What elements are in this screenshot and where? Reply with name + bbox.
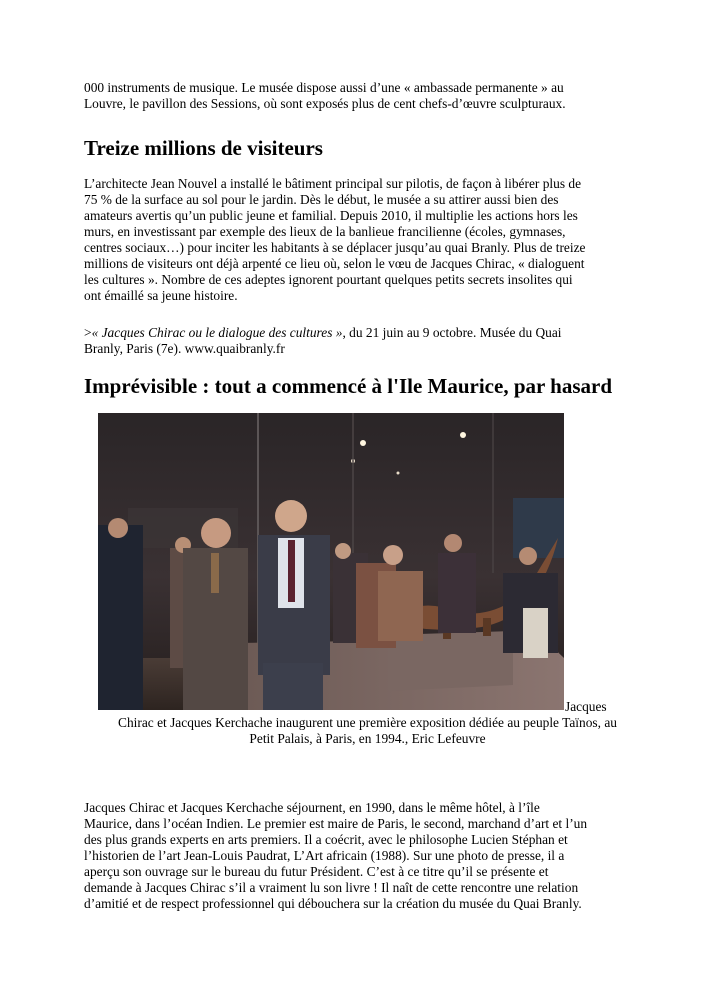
text-line: Maurice, dans l’océan Indien. Le premier est maire de Paris, le second, marchand d’art et l’un [84,816,588,831]
text-line: l’historien de l’art Jean-Louis Paudrat, L’Art africain (1988). Sur une photo de presse, il a [84,848,565,863]
text-line: amateurs avertis qu’un public jeune et familial. Depuis 2010, il multiplie les actions hors les [84,208,578,223]
exhibition-line [84,325,629,341]
caption-line: Chirac et Jacques Kerchache inaugurent une première exposition dédiée au peuple Taïnos, au [118,715,617,730]
text-line: ont émaillé sa jeune histoire. [84,288,238,303]
section-heading-visitors: Treize millions de visiteurs [84,136,323,160]
exhibition-info [84,325,629,357]
text-line: demande à Jacques Chirac s’il a vraiment lu son livre ! Il naît de cette rencontre une relation [84,880,579,895]
architecture-paragraph [84,176,629,304]
caption-lead: Jacques [565,699,607,714]
exhibition-prefix: > [84,325,92,340]
caption-line: Petit Palais, à Paris, en 1994., Eric Lefeuvre [249,731,486,746]
exhibition-details: , du 21 juin au 9 octobre. Musée du Quai [342,325,562,340]
story-paragraph [84,800,629,912]
exhibition-location: Branly, Paris (7e). www.quaibranly.fr [84,341,285,356]
text-line: millions de visiteurs ont déjà arpenté ce lieu où, selon le vœu de Jacques Chirac, « dialoguent [84,256,585,271]
exhibition-title: « Jacques Chirac ou le dialogue des cultures » [91,325,343,340]
text-line: 000 instruments de musique. Le musée dispose aussi d’une « ambassade permanente » au [84,80,564,95]
text-line: aperçu son ouvrage sur le bureau du futur Président. C’est à ce titre qu’il se présente et [84,864,549,879]
section-heading-mauritius: Imprévisible : tout a commencé à l'Ile Maurice, par hasard [84,374,613,398]
text-line: L’architecte Jean Nouvel a installé le bâtiment principal sur pilotis, de façon à libérer plus de [84,176,582,191]
text-line: d’amitié et de respect professionnel qui débouchera sur la création du musée du Quai Branly. [84,896,582,911]
photo-caption [84,715,651,747]
text-line: des plus grands experts en arts premiers. Il a coécrit, avec le philosophe Lucien Stéphan et [84,832,568,847]
exhibition-photo [98,413,564,710]
text-line: Jacques Chirac et Jacques Kerchache séjournent, en 1990, dans le même hôtel, à l’île [84,800,540,815]
text-line: centres sociaux…) pour inciter les habitants à se déplacer jusqu’au quai Branly. Plus de treize [84,240,586,255]
text-line: Louvre, le pavillon des Sessions, où sont exposés plus de cent chefs-d’œuvre sculpturaux. [84,96,566,111]
text-line: murs, en investissant par exemple des lieux de la banlieue francilienne (écoles, gymnases, [84,224,566,239]
intro-paragraph [84,80,629,112]
text-line: 75 % de la surface au sol pour le jardin. Dès le début, le musée a su attirer aussi bien des [84,192,559,207]
text-line: les cultures ». Nombre de ces adeptes ignorent pourtant quelques petits secrets insolites qui [84,272,573,287]
